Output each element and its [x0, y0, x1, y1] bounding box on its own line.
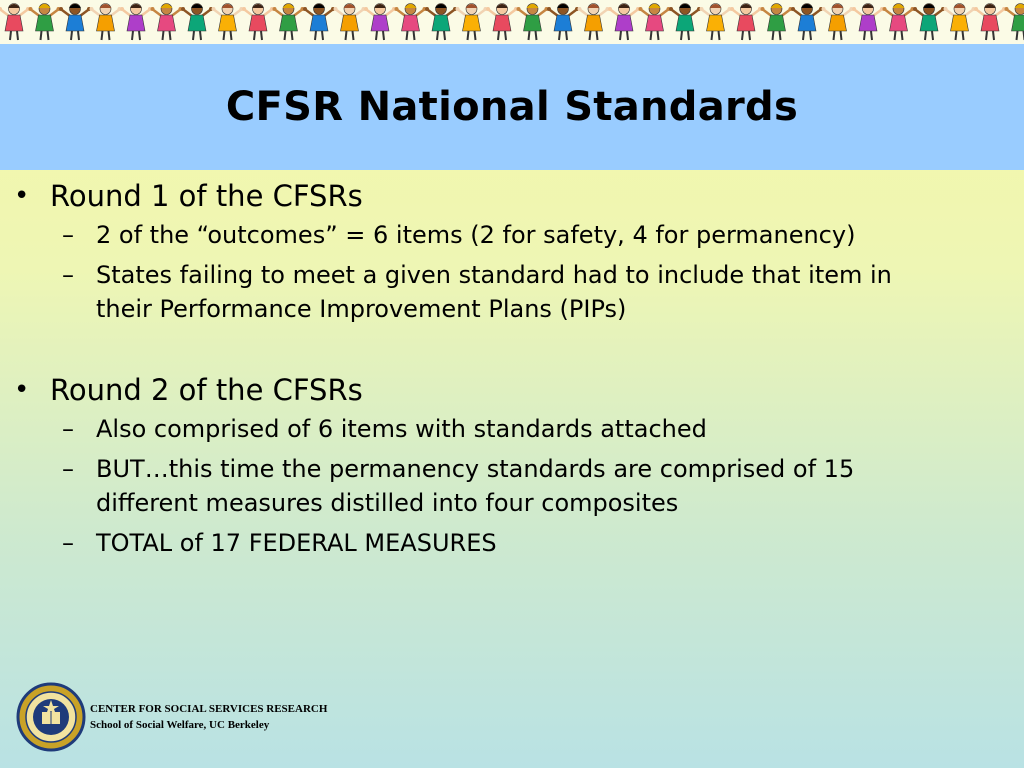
child-figure [669, 4, 701, 41]
child-figure [883, 4, 915, 41]
slide-title: CFSR National Standards [225, 84, 799, 130]
decorative-children-border [0, 0, 1024, 44]
sub-item [0, 452, 1024, 520]
bullet-round-1 [0, 176, 1024, 216]
bullet-text: Round 2 of the CFSRs [50, 373, 363, 407]
footer [16, 682, 327, 752]
child-figure [151, 4, 183, 41]
child-figure [639, 4, 671, 41]
footer-school-name: School of Social Welfare, UC Berkeley [90, 719, 270, 731]
child-figure [29, 4, 61, 41]
child-figure [913, 4, 945, 41]
child-figure [486, 4, 518, 41]
child-figure [578, 4, 610, 41]
bullet-round-2 [0, 370, 1024, 410]
child-figure [242, 4, 274, 41]
child-figure [0, 4, 30, 41]
child-figure [334, 4, 366, 41]
child-figure [181, 4, 213, 41]
bullet-dot-icon: • [14, 375, 30, 405]
child-figure [456, 4, 488, 41]
child-figure [364, 4, 396, 41]
footer-org-name: CENTER FOR SOCIAL SERVICES RESEARCH [90, 703, 328, 715]
child-figure [425, 4, 457, 41]
child-figure [791, 4, 823, 41]
child-figure [822, 4, 854, 41]
child-figure [395, 4, 427, 41]
child-figure [730, 4, 762, 41]
child-figure [1005, 4, 1024, 41]
sub-item-text: TOTAL of 17 FEDERAL MEASURES [96, 529, 497, 557]
sub-item [0, 526, 1024, 560]
sub-item-text: Also comprised of 6 items with standards attached [96, 415, 707, 443]
child-figure [303, 4, 335, 41]
sub-item-text: 2 of the “outcomes” = 6 items (2 for safety, 4 for permanency) [96, 221, 856, 249]
university-seal-icon [16, 682, 86, 752]
child-figure [59, 4, 91, 41]
sub-item [0, 258, 1024, 326]
child-figure [517, 4, 549, 41]
footer-text-block [90, 701, 327, 733]
child-figure [120, 4, 152, 41]
child-figure [761, 4, 793, 41]
dash-icon: – [62, 455, 74, 483]
sub-item-text: BUT…this time the permanency standards are comprised of 15 different measures distilled into four composites [96, 455, 855, 517]
child-figure [974, 4, 1006, 41]
child-figure [852, 4, 884, 41]
child-figure [273, 4, 305, 41]
bullet-text: Round 1 of the CFSRs [50, 179, 363, 213]
slide-content [0, 176, 1024, 566]
title-band [0, 44, 1024, 170]
child-figure [700, 4, 732, 41]
child-figure [547, 4, 579, 41]
dash-icon: – [62, 221, 74, 249]
sub-list-round-1 [0, 218, 1024, 326]
child-figure [90, 4, 122, 41]
sub-item [0, 412, 1024, 446]
children-figures-illustration [0, 0, 1024, 44]
sub-item-text: States failing to meet a given standard had to include that item in their Performance Improvement Plans (PIPs) [96, 261, 892, 323]
dash-icon: – [62, 529, 74, 557]
dash-icon: – [62, 415, 74, 443]
child-figure [608, 4, 640, 41]
sub-item [0, 218, 1024, 252]
sub-list-round-2 [0, 412, 1024, 560]
child-figure [944, 4, 976, 41]
child-figure [212, 4, 244, 41]
bullet-dot-icon: • [14, 181, 30, 211]
dash-icon: – [62, 261, 74, 289]
